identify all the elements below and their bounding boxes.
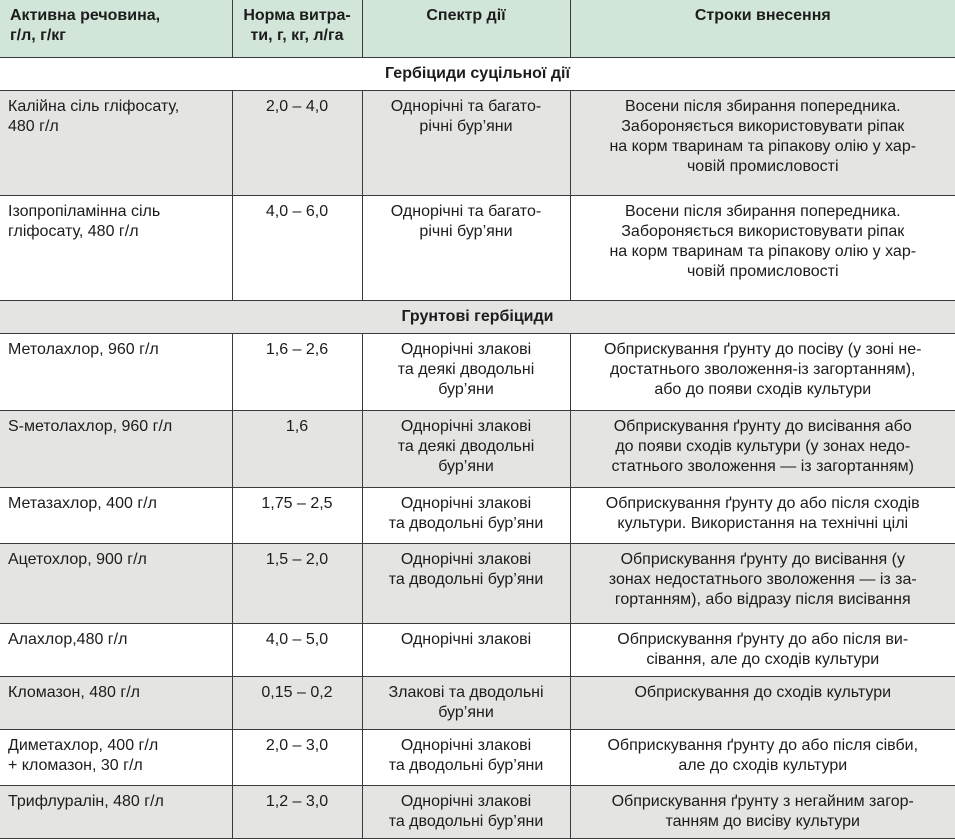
cell-timing: Обприскування ґрунту до або після ви- сівання, але до сходів культури xyxy=(570,623,955,676)
table-row xyxy=(0,543,955,623)
cell-active-substance: Метазахлор, 400 г/л xyxy=(0,487,232,543)
table-row xyxy=(0,90,955,195)
cell-spectrum: Злакові та дводольні бур’яни xyxy=(362,676,570,729)
col-header-timing: Строки внесення xyxy=(570,0,955,57)
cell-spectrum: Однорічні злакові xyxy=(362,623,570,676)
table-header-row xyxy=(0,0,955,57)
col-header-application-rate: Норма витра- ти, г, кг, л/га xyxy=(232,0,362,57)
cell-active-substance: Кломазон, 480 г/л xyxy=(0,676,232,729)
section-title: Гербіциди суцільної дії xyxy=(0,57,955,90)
table-row xyxy=(0,676,955,729)
cell-application-rate: 1,5 – 2,0 xyxy=(232,543,362,623)
cell-timing: Обприскування ґрунту до висівання (у зонах недостатнього зволоження — із за- гортанням), або відразу після висівання xyxy=(570,543,955,623)
section-title: Грунтові гербіциди xyxy=(0,300,955,333)
table-row xyxy=(0,729,955,785)
cell-spectrum: Однорічні та багато- річні бур’яни xyxy=(362,195,570,300)
cell-application-rate: 1,6 xyxy=(232,410,362,487)
cell-active-substance: Диметахлор, 400 г/л + кломазон, 30 г/л xyxy=(0,729,232,785)
table-row xyxy=(0,487,955,543)
cell-timing: Обприскування до сходів культури xyxy=(570,676,955,729)
cell-application-rate: 2,0 – 4,0 xyxy=(232,90,362,195)
table-row xyxy=(0,410,955,487)
cell-timing: Обприскування ґрунту з негайним загор- танням до висіву культури xyxy=(570,785,955,838)
cell-active-substance: S-метолахлор, 960 г/л xyxy=(0,410,232,487)
section-header-row xyxy=(0,300,955,333)
table-row xyxy=(0,623,955,676)
table-row xyxy=(0,785,955,838)
cell-active-substance: Алахлор,480 г/л xyxy=(0,623,232,676)
cell-active-substance: Трифлуралін, 480 г/л xyxy=(0,785,232,838)
cell-active-substance: Калійна сіль гліфосату, 480 г/л xyxy=(0,90,232,195)
cell-spectrum: Однорічні та багато- річні бур’яни xyxy=(362,90,570,195)
cell-timing: Обприскування ґрунту до висівання або до появи сходів культури (у зонах недо- статнього зволоження — із загортанням) xyxy=(570,410,955,487)
col-header-spectrum: Спектр дії xyxy=(362,0,570,57)
cell-timing: Восени після збирання попередника. Забороняється використовувати ріпак на корм тваринам та ріпакову олію у хар- човій промисловості xyxy=(570,90,955,195)
cell-active-substance: Ізопропіламінна сіль гліфосату, 480 г/л xyxy=(0,195,232,300)
table-row xyxy=(0,333,955,410)
cell-active-substance: Ацетохлор, 900 г/л xyxy=(0,543,232,623)
cell-application-rate: 1,75 – 2,5 xyxy=(232,487,362,543)
cell-application-rate: 4,0 – 6,0 xyxy=(232,195,362,300)
cell-application-rate: 4,0 – 5,0 xyxy=(232,623,362,676)
cell-spectrum: Однорічні злакові та дводольні бур’яни xyxy=(362,487,570,543)
cell-spectrum: Однорічні злакові та дводольні бур’яни xyxy=(362,785,570,838)
cell-application-rate: 1,6 – 2,6 xyxy=(232,333,362,410)
cell-spectrum: Однорічні злакові та дводольні бур’яни xyxy=(362,543,570,623)
cell-spectrum: Однорічні злакові та деякі дводольні бур’яни xyxy=(362,410,570,487)
section-header-row xyxy=(0,57,955,90)
cell-timing: Обприскування ґрунту до або після сходів культури. Використання на технічні цілі xyxy=(570,487,955,543)
cell-timing: Обприскування ґрунту до посіву (у зоні не- достатнього зволоження-із загортанням), або до появи сходів культури xyxy=(570,333,955,410)
cell-application-rate: 1,2 – 3,0 xyxy=(232,785,362,838)
col-header-active-substance: Активна речовина, г/л, г/кг xyxy=(0,0,232,57)
table-row xyxy=(0,195,955,300)
cell-application-rate: 0,15 – 0,2 xyxy=(232,676,362,729)
cell-timing: Обприскування ґрунту до або після сівби, але до сходів культури xyxy=(570,729,955,785)
cell-active-substance: Метолахлор, 960 г/л xyxy=(0,333,232,410)
cell-spectrum: Однорічні злакові та дводольні бур’яни xyxy=(362,729,570,785)
table-body xyxy=(0,57,955,838)
cell-application-rate: 2,0 – 3,0 xyxy=(232,729,362,785)
cell-timing: Восени після збирання попередника. Забороняється використовувати ріпак на корм тваринам та ріпакову олію у хар- човій промисловості xyxy=(570,195,955,300)
cell-spectrum: Однорічні злакові та деякі дводольні бур’яни xyxy=(362,333,570,410)
